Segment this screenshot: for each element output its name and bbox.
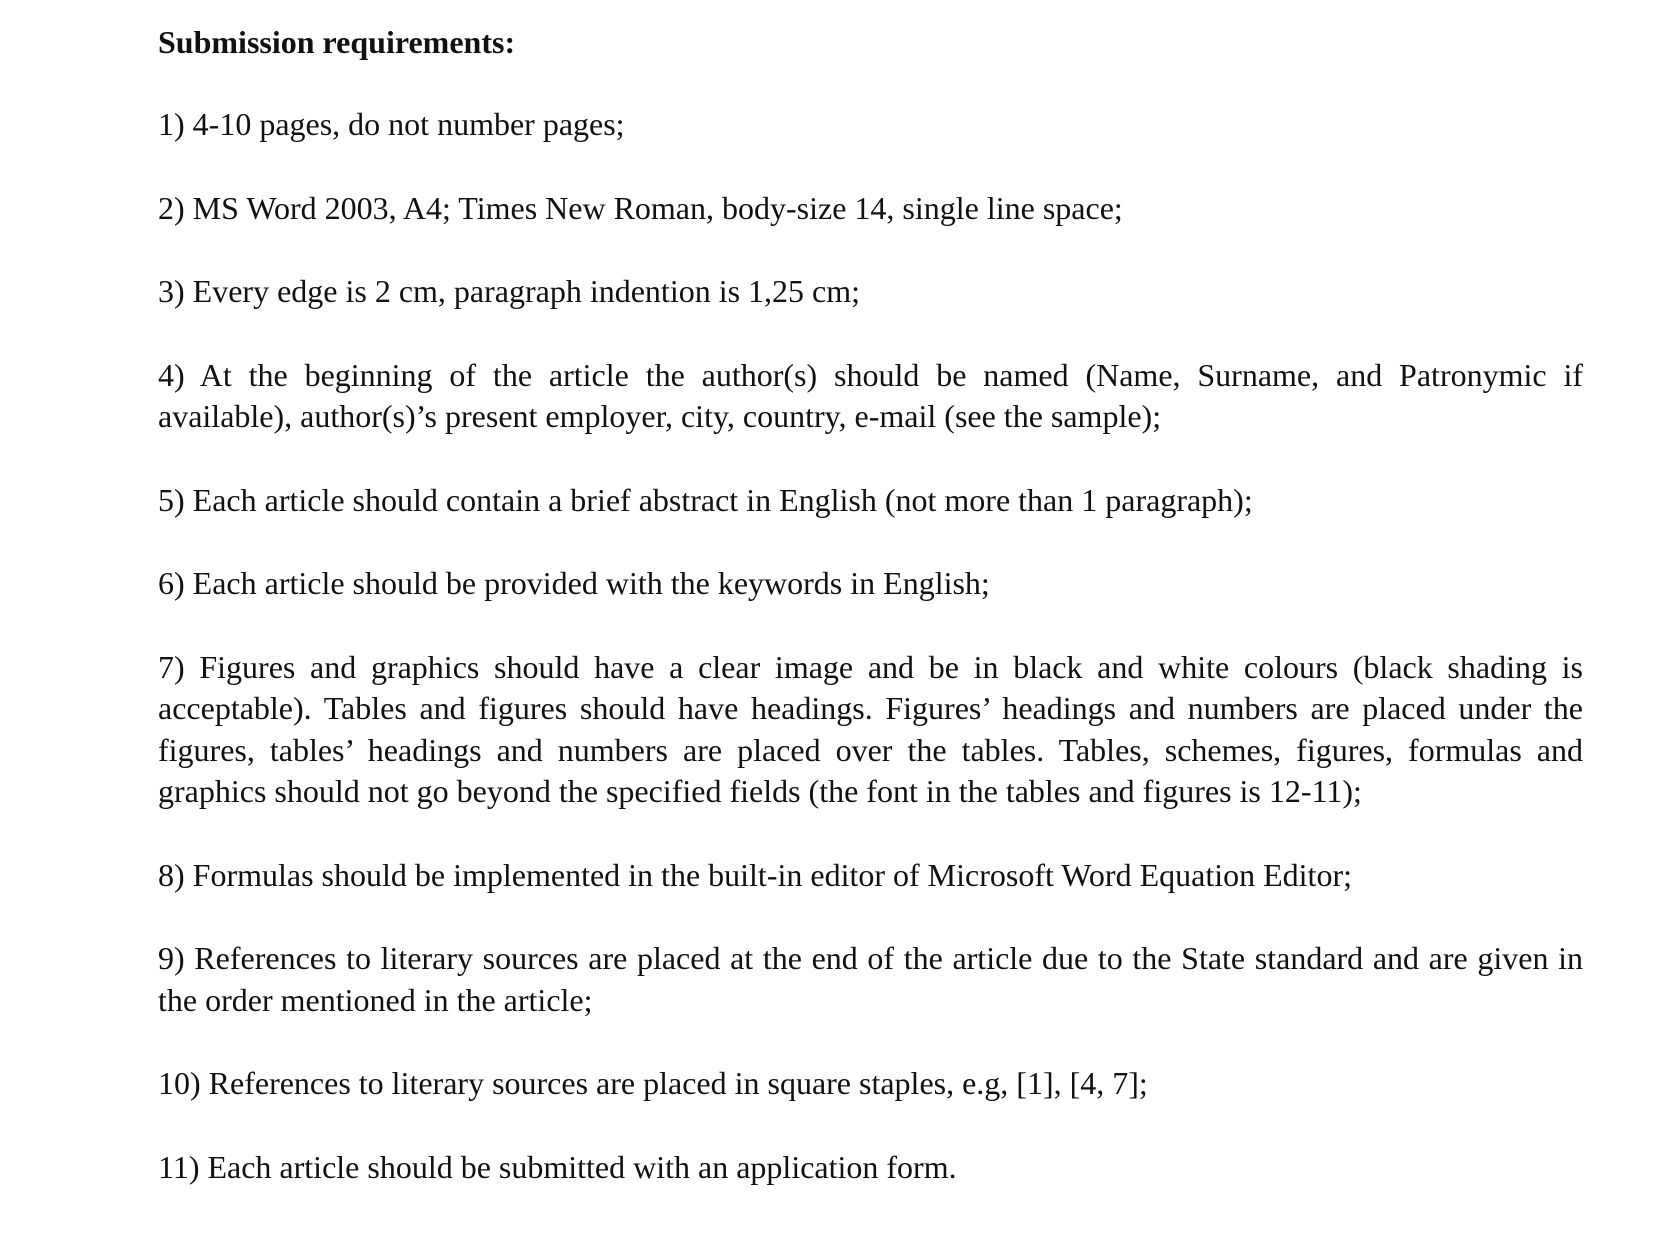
requirement-item-9: 9) References to literary sources are placed at the end of the article due to the State standard and are given in the order mentioned in the article;	[158, 940, 1583, 1018]
page-title: Submission requirements:	[158, 24, 516, 60]
requirement-item-4: 4) At the beginning of the article the author(s) should be named (Name, Surname, and Patronymic if available), author(s)’s present employer, city, country, e-mail (see the sample);	[158, 356, 1583, 434]
document-page	[158, 22, 1583, 1188]
requirement-item-3: 3) Every edge is 2 cm, paragraph indention is 1,25 cm;	[158, 273, 861, 309]
requirement-item-11: 11) Each article should be submitted with an application form.	[158, 1148, 957, 1185]
requirement-item-5: 5) Each article should contain a brief abstract in English (not more than 1 paragraph);	[158, 481, 1253, 518]
requirement-item-10: 10) References to literary sources are placed in square staples, e.g, [1], [4, 7];	[158, 1065, 1148, 1101]
requirement-item-8: 8) Formulas should be implemented in the built-in editor of Microsoft Word Equation Editor;	[158, 856, 1352, 893]
requirement-item-1: 1) 4-10 pages, do not number pages;	[158, 106, 625, 142]
requirement-item-7: 7) Figures and graphics should have a clear image and be in black and white colours (black shading is acceptable). Tables and figures should have headings. Figures’ headings and numbers are placed under the figures, tables’ headings and numbers are placed over the tables. Tables, schemes, figures, formulas and graphics should not go beyond the specified fields (the font in the tables and figures is 12-11);	[158, 648, 1583, 809]
requirement-item-6: 6) Each article should be provided with the keywords in English;	[158, 565, 990, 601]
requirement-item-2: 2) MS Word 2003, A4; Times New Roman, body-size 14, single line space;	[158, 189, 1123, 226]
